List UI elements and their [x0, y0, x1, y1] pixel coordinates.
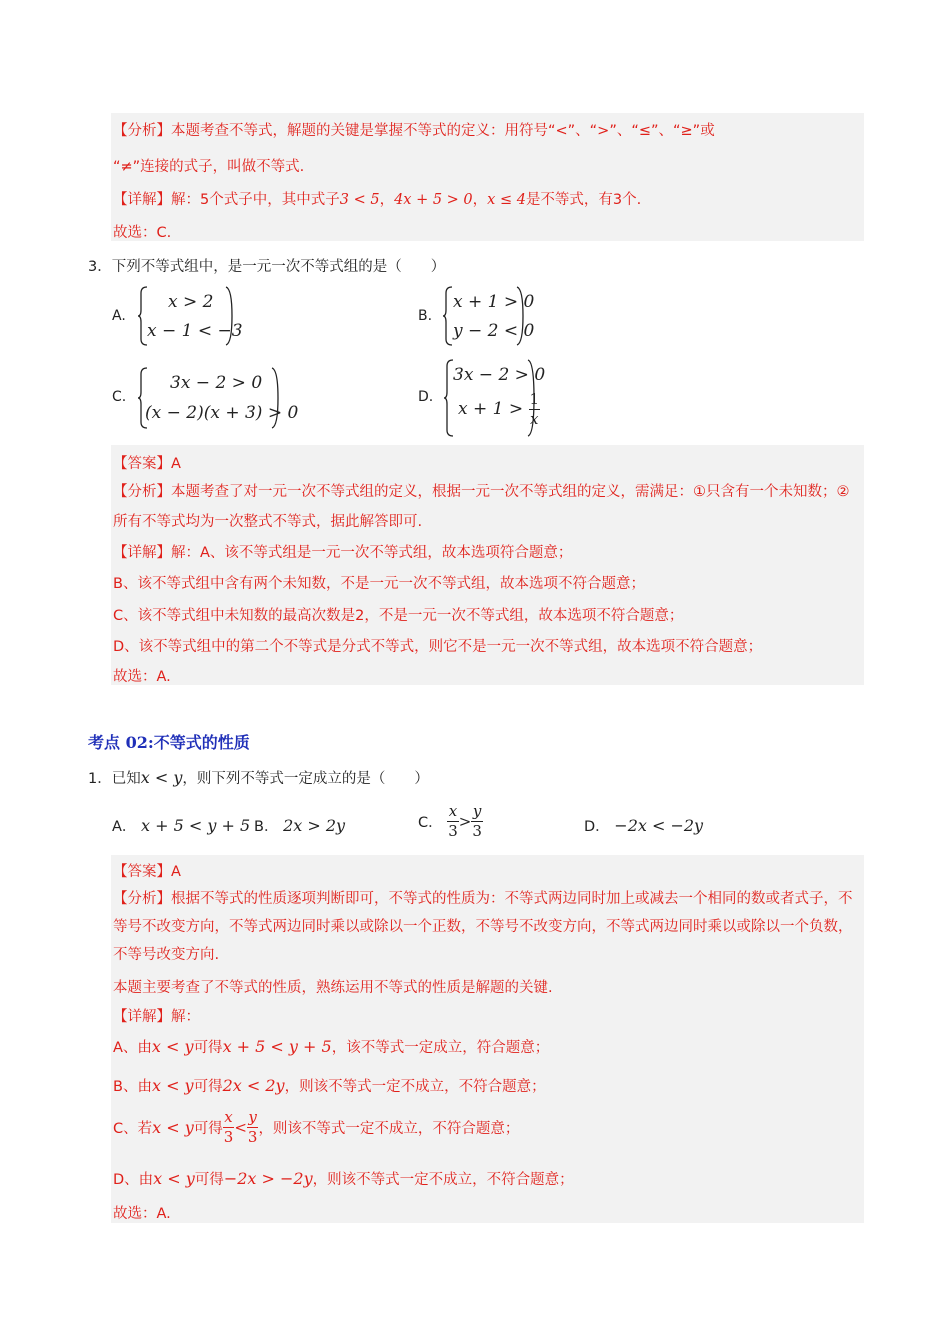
detail-c-op: < [234, 1118, 247, 1137]
detail-d-line: D、该不等式组中的第二个不等式是分式不等式，则它不是一元一次不等式组，故本选项不符合题意； [113, 639, 763, 655]
solution-box-q3 [111, 445, 864, 685]
choose-line: 故选：C. [113, 225, 172, 241]
detail-b-post: ，则该不等式一定不成立，不符合题意； [284, 1079, 546, 1095]
option-d-row-1: 3x − 2 > 0 [453, 365, 546, 385]
detail-a-expr-1: x < y [151, 1037, 194, 1056]
detail-suffix: 是不等式，有3个. [525, 192, 642, 208]
choose-line: 故选：A. [113, 1206, 171, 1222]
detail-c-den-2: 3 [247, 1128, 258, 1146]
detail-d-pre: D、由 [113, 1172, 154, 1188]
option-d-denominator: x [530, 410, 539, 428]
detail-d-line [113, 1168, 574, 1189]
q1-option-b [254, 815, 345, 836]
option-c-row-1: 3x − 2 > 0 [170, 373, 263, 393]
q1-option-c [418, 804, 483, 839]
option-d-row-2 [458, 392, 540, 427]
q1-option-c-frac-1 [447, 804, 459, 839]
detail-b-expr-1: x < y [151, 1076, 194, 1095]
detail-c-line: C、该不等式组中未知数的最高次数是2，不是一元一次不等式组，故本选项不符合题意； [113, 608, 684, 624]
detail-sep-1: ， [379, 192, 395, 208]
option-d-label: D. [418, 389, 434, 405]
detail-c-den-1: 3 [223, 1128, 234, 1146]
option-b-label: B. [418, 308, 433, 324]
detail-expr-3: x ≤ 4 [487, 192, 526, 208]
detail-c-post: ，则该不等式一定不成立，不符合题意； [258, 1121, 520, 1137]
detail-a-line [113, 1036, 549, 1057]
analysis-line-2: “≠”连接的式子，叫做不等式. [113, 159, 305, 175]
question-3-stem: 3．下列不等式组中，是一元一次不等式组的是（ ） [88, 259, 446, 275]
detail-d-expr-2: −2x > −2y [223, 1169, 313, 1188]
detail-a-line: 【详解】解：A、该不等式组是一元一次不等式组，故本选项符合题意； [113, 545, 573, 561]
q1-c-den-2: 3 [472, 822, 482, 840]
section-title: 考点 02:不等式的性质 [88, 733, 250, 752]
detail-c-frac-2 [247, 1110, 259, 1145]
q1-c-num-2: y [472, 802, 482, 820]
q1-option-a [112, 815, 250, 836]
option-d-numerator: 1 [529, 390, 540, 408]
detail-d-expr-1: x < y [153, 1169, 195, 1188]
detail-c-frac-1 [223, 1110, 235, 1145]
detail-b-expr-2: 2x < 2y [222, 1076, 285, 1095]
analysis-line-1: 【分析】本题考查不等式，解题的关键是掌握不等式的定义：用符号“<”、“>”、“≤”、“≥”或 [113, 123, 715, 139]
answer-line: 【答案】A [113, 864, 181, 880]
detail-expr-1: 3 < 5 [339, 192, 380, 208]
solution-box-q1 [111, 855, 864, 1223]
detail-a-pre: A、由 [113, 1040, 152, 1056]
detail-sep-2: ， [472, 192, 488, 208]
answer-line: 【答案】A [113, 456, 181, 472]
q1-option-d [584, 815, 703, 836]
option-b-row-2: y − 2 < 0 [453, 321, 535, 341]
option-d-system [444, 358, 554, 438]
detail-d-post: ，则该不等式一定不成立，不符合题意； [312, 1172, 574, 1188]
detail-c-pre: C、若 [113, 1121, 153, 1137]
q1-option-c-frac-2 [471, 804, 483, 839]
q1-c-op: > [458, 812, 472, 831]
detail-b-mid: 可得 [193, 1079, 223, 1095]
q1-option-b-label: B． [254, 819, 279, 835]
detail-c-num-1: x [224, 1108, 233, 1126]
detail-line [113, 188, 641, 209]
solution-box-previous [111, 113, 864, 241]
q1-option-c-label: C． [418, 815, 443, 831]
detail-a-mid: 可得 [193, 1040, 223, 1056]
q1-stem-expr: x < y [140, 768, 183, 787]
q1-option-b-expr: 2x > 2y [283, 816, 346, 835]
q1-stem-prefix: 1．已知 [88, 771, 141, 787]
option-d-row-2-left: x + 1 > [458, 399, 524, 419]
option-b-system [443, 285, 553, 347]
summary-line: 本题主要考查了不等式的性质，熟练运用不等式的性质是解题的关键. [113, 980, 553, 996]
detail-c-num-2: y [248, 1108, 257, 1126]
option-c-row-2: (x − 2)(x + 3) > 0 [145, 403, 299, 423]
detail-a-expr-2: x + 5 < y + 5 [222, 1037, 332, 1056]
analysis-paragraph: 【分析】根据不等式的性质逐项判断即可，不等式的性质为：不等式两边同时加上或减去一个相同的数或者式子，不等号不改变方向，不等式两边同时乘以或除以一个正数，不等号不改变方向，不等式两边同时乘以或除以一个负数，不等号改变方向. [113, 891, 853, 963]
q1-option-d-expr: −2x < −2y [614, 816, 704, 835]
q1-option-d-label: D． [584, 819, 610, 835]
analysis-paragraph: 【分析】本题考查了对一元一次不等式组的定义，根据一元一次不等式组的定义，需满足：①只含有一个未知数；②所有不等式均为一次整式不等式，据此解答即可. [113, 484, 850, 530]
choose-line: 故选：A. [113, 669, 171, 685]
detail-prefix: 【详解】解：5个式子中，其中式子 [113, 192, 340, 208]
q1-option-a-expr: x + 5 < y + 5 [141, 816, 251, 835]
detail-c-mid: 可得 [193, 1121, 223, 1137]
q1-c-den-1: 3 [448, 822, 458, 840]
option-a-system [138, 285, 248, 347]
detail-b-line: B、该不等式组中含有两个未知数，不是一元一次不等式组，故本选项不符合题意； [113, 576, 645, 592]
option-b-row-1: x + 1 > 0 [453, 292, 535, 312]
q1-option-a-label: A． [112, 819, 137, 835]
detail-d-mid: 可得 [194, 1172, 224, 1188]
option-c-label: C. [112, 389, 127, 405]
detail-a-post: ，该不等式一定成立，符合题意； [331, 1040, 550, 1056]
q1-stem-suffix: ，则下列不等式一定成立的是（ ） [182, 771, 429, 787]
detail-b-pre: B、由 [113, 1079, 152, 1095]
detail-b-line [113, 1075, 546, 1096]
option-a-label: A. [112, 308, 126, 324]
option-a-row-2: x − 1 < −3 [147, 321, 243, 341]
detail-line: 【详解】解： [113, 1009, 200, 1025]
question-1-stem [88, 767, 429, 788]
option-d-fraction [529, 392, 541, 427]
option-c-system [138, 366, 299, 430]
detail-expr-2: 4x + 5 > 0 [394, 192, 473, 208]
option-a-row-1: x > 2 [168, 292, 214, 312]
detail-c-line [113, 1110, 519, 1145]
q1-c-num-1: x [448, 802, 458, 820]
detail-c-expr-1: x < y [152, 1118, 194, 1137]
